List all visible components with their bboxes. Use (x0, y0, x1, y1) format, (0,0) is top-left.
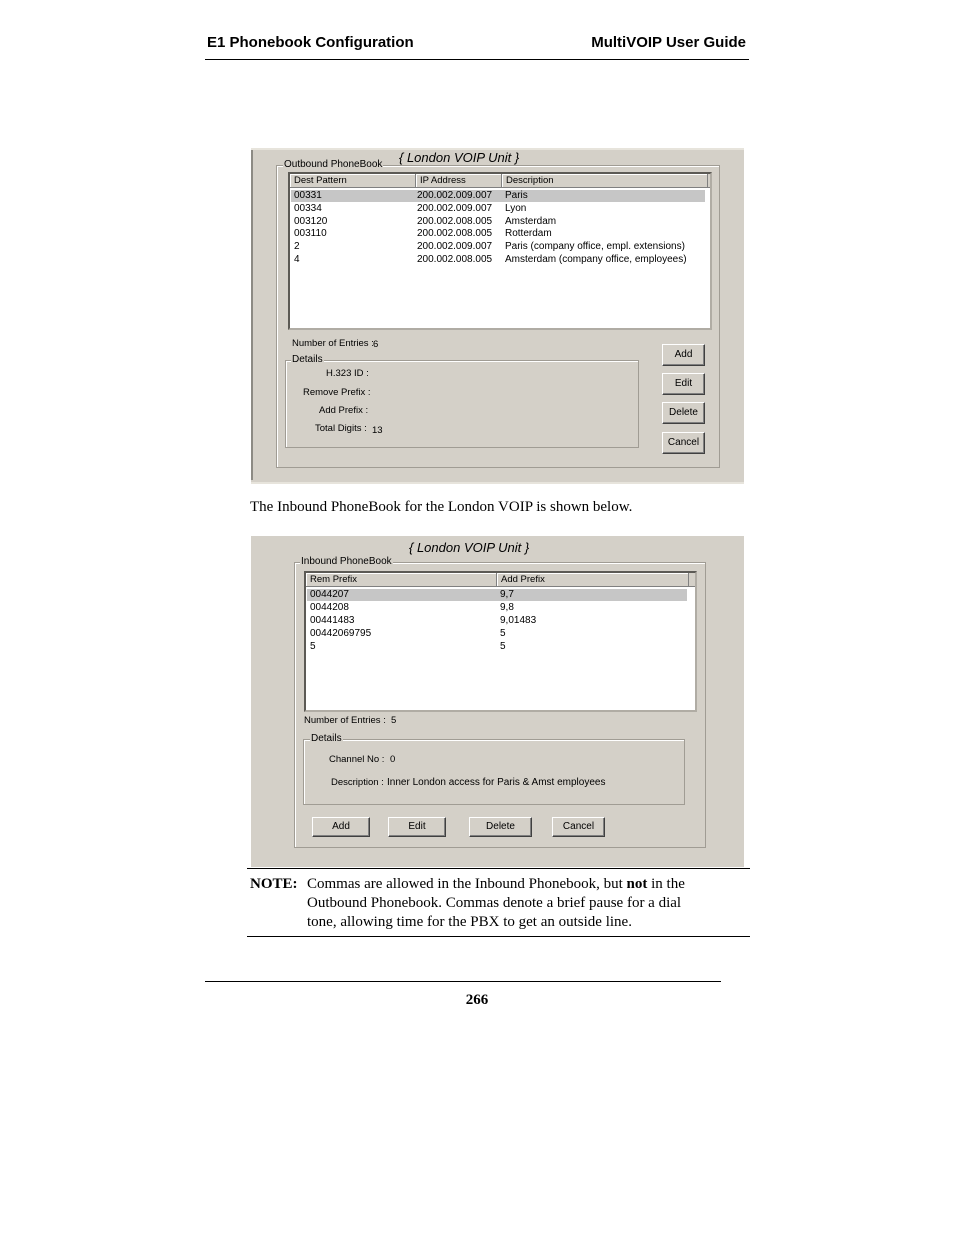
inbound-cancel-button[interactable]: Cancel (552, 817, 605, 837)
note-label: NOTE: (250, 876, 298, 892)
doc-section-title: E1 Phonebook Configuration (207, 34, 414, 51)
description-cell: Lyon (505, 202, 527, 214)
table-row[interactable] (307, 589, 687, 601)
page-number: 266 (465, 992, 489, 1008)
inbound-unit-title: { London VOIP Unit } (409, 540, 530, 555)
inbound-edit-button[interactable]: Edit (388, 817, 446, 837)
dest-pattern-cell: 00334 (294, 202, 322, 214)
add-prefix-cell: 5 (500, 641, 506, 652)
table-row[interactable] (291, 228, 705, 240)
add-prefix-cell: 9,8 (500, 602, 514, 613)
note-line-1: Commas are allowed in the Inbound Phonebook, but not in the (307, 876, 685, 892)
table-row[interactable] (291, 241, 705, 253)
description-cell: Paris (company office, empl. extensions) (505, 241, 685, 253)
description-label: Description : (331, 777, 384, 788)
table-row[interactable] (307, 628, 687, 640)
outbound-delete-button[interactable]: Delete (662, 402, 705, 424)
remove-prefix-label: Remove Prefix : (303, 387, 371, 398)
add-prefix-cell: 5 (500, 628, 506, 639)
ip-address-cell: 200.002.009.007 (417, 190, 493, 201)
outbound-add-button[interactable]: Add (662, 344, 705, 366)
outbound-edit-button[interactable]: Edit (662, 373, 705, 395)
outbound-cancel-button[interactable]: Cancel (662, 432, 705, 454)
rem-prefix-cell: 00441483 (310, 615, 355, 626)
outbound-list[interactable] (288, 172, 712, 330)
inbound-list[interactable] (304, 571, 697, 712)
outbound-entries-value: 6 (373, 339, 379, 350)
description-cell: Amsterdam (company office, employees) (505, 254, 687, 265)
channel-no-label: Channel No : (329, 754, 385, 765)
table-row[interactable] (291, 203, 705, 215)
note-line-2: Outbound Phonebook. Commas denote a brief pause for a dial (307, 895, 682, 911)
ip-address-cell: 200.002.009.007 (417, 241, 493, 253)
outbound-unit-title: { London VOIP Unit } (399, 150, 520, 165)
inbound-group-label: Inbound PhoneBook (301, 556, 392, 567)
dest-pattern-cell: 003120 (294, 215, 328, 227)
note-line-3: tone, allowing time for the PBX to get an outside line. (307, 914, 632, 930)
column-rem-prefix[interactable]: Rem Prefix (306, 573, 497, 586)
rem-prefix-cell: 00442069795 (310, 628, 372, 639)
note-text (307, 875, 747, 932)
total-digits-label: Total Digits : (315, 423, 367, 434)
description-value: Inner London access for Paris & Amst employees (387, 777, 606, 788)
header-rule (205, 59, 749, 60)
add-prefix-label: Add Prefix : (319, 405, 369, 416)
description-cell: Rotterdam (505, 228, 552, 240)
ip-address-cell: 200.002.008.005 (417, 215, 493, 227)
note-bottom-rule (247, 936, 750, 937)
column-ip-address[interactable]: IP Address (416, 174, 502, 187)
footer-rule (205, 981, 721, 982)
ip-address-cell: 200.002.008.005 (417, 254, 493, 265)
table-row[interactable] (291, 216, 705, 228)
dest-pattern-cell: 00331 (294, 190, 322, 201)
inbound-add-button[interactable]: Add (312, 817, 370, 837)
outbound-entries-label: Number of Entries : (292, 338, 374, 349)
dest-pattern-cell: 2 (294, 241, 300, 253)
rem-prefix-cell: 5 (310, 641, 316, 652)
inbound-entries-value: 5 (391, 715, 397, 726)
total-digits-value: 13 (372, 425, 383, 436)
rem-prefix-cell: 0044208 (310, 602, 349, 613)
outbound-details-label: Details (292, 354, 323, 365)
column-add-prefix[interactable]: Add Prefix (497, 573, 689, 586)
outbound-group-label: Outbound PhoneBook (284, 159, 383, 170)
note-top-rule (247, 868, 750, 869)
ip-address-cell: 200.002.008.005 (417, 228, 493, 240)
inbound-entries-label: Number of Entries : (304, 715, 386, 726)
h323-id-label: H.323 ID : (326, 368, 369, 379)
table-row[interactable] (307, 602, 687, 614)
ip-address-cell: 200.002.009.007 (417, 202, 493, 214)
add-prefix-cell: 9,01483 (500, 615, 537, 626)
inbound-phonebook-screenshot (251, 536, 744, 867)
inbound-details-group (303, 739, 685, 805)
dest-pattern-cell: 4 (294, 254, 300, 265)
description-cell: Paris (505, 190, 528, 201)
doc-guide-title: MultiVOIP User Guide (591, 34, 746, 51)
dest-pattern-cell: 003110 (294, 228, 327, 240)
inbound-delete-button[interactable]: Delete (469, 817, 532, 837)
outbound-phonebook-screenshot (251, 148, 744, 484)
add-prefix-cell: 9,7 (500, 589, 514, 600)
column-dest-pattern[interactable]: Dest Pattern (290, 174, 416, 187)
table-row[interactable] (291, 190, 705, 202)
channel-no-value: 0 (390, 754, 396, 765)
inbound-details-label: Details (311, 733, 342, 744)
description-cell: Amsterdam (505, 215, 557, 227)
rem-prefix-cell: 0044207 (310, 589, 349, 600)
table-row[interactable] (307, 641, 687, 653)
table-row[interactable] (291, 254, 705, 266)
column-description[interactable]: Description (502, 174, 708, 187)
inbound-intro-text: The Inbound PhoneBook for the London VOIP is shown below. (250, 499, 633, 515)
table-row[interactable] (307, 615, 687, 627)
